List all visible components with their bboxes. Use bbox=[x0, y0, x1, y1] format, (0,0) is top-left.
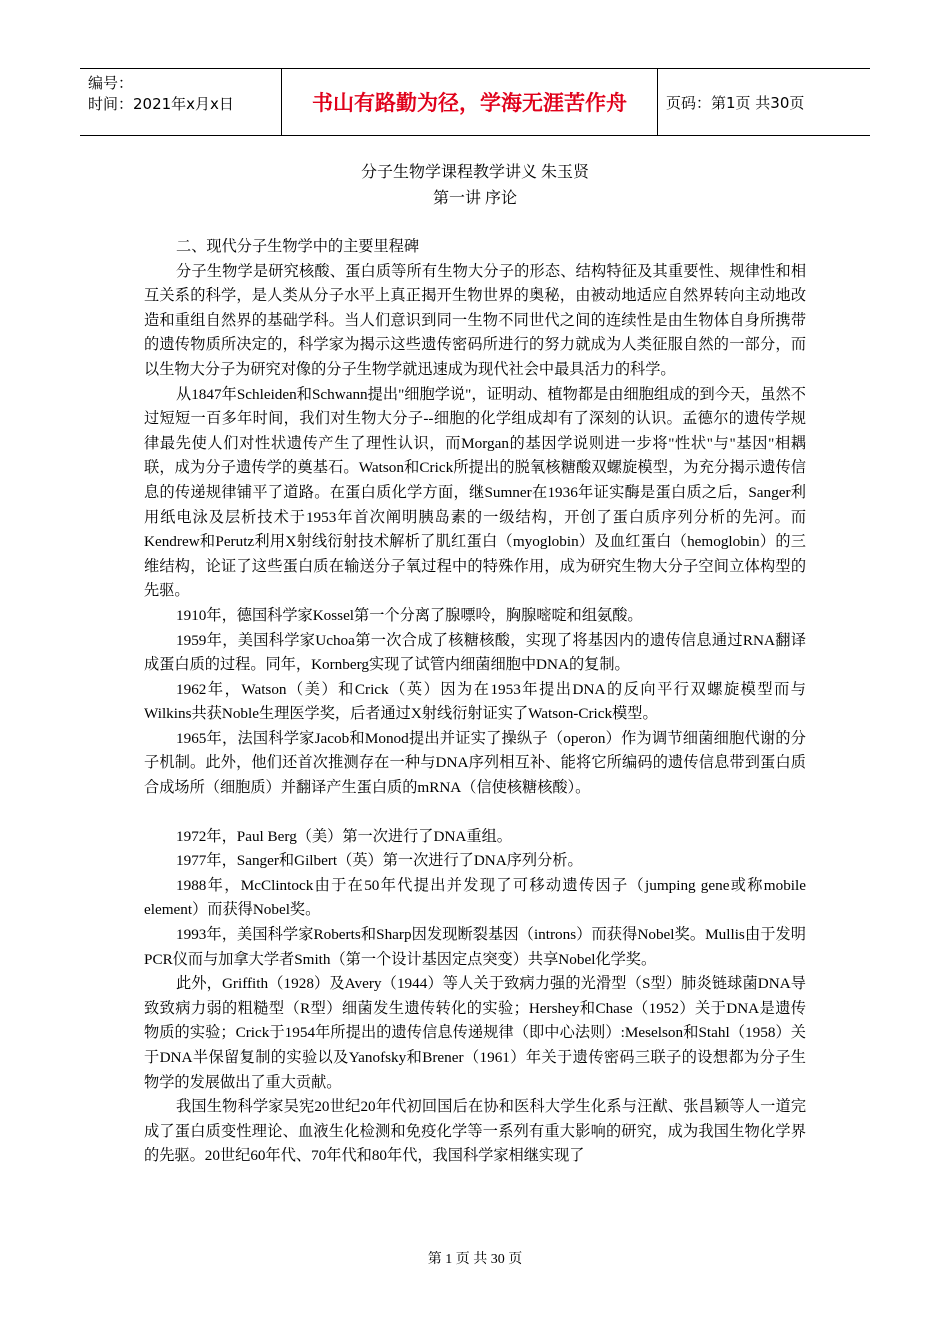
paragraph: 1965年，法国科学家Jacob和Monod提出并证实了操纵子（operon）作为调节细菌细胞代谢的分子机制。此外，他们还首次推测存在一种与DNA序列相互补、能将它所编码的遗传信息带到蛋白质合成场所（细胞质）并翻译产生蛋白质的mRNA（信使核糖核酸）。 bbox=[144, 729, 806, 797]
paragraph: 1910年，德国科学家Kossel第一个分离了腺嘌呤，胸腺嘧啶和组氨酸。 bbox=[176, 606, 643, 624]
paragraph: 1993年，美国科学家Roberts和Sharp因发现断裂基因（introns）而获得Nobel奖。Mullis由于发明PCR仪而与加拿大学者Smith（第一个设计基因定点突变）共享Nobel化学奖。 bbox=[144, 926, 806, 968]
lecture-title: 第一讲 序论 bbox=[432, 190, 517, 207]
number-label: 编号： bbox=[88, 74, 134, 92]
paragraph: 1977年，Sanger和Gilbert（英）第一次进行了DNA序列分析。 bbox=[176, 852, 583, 870]
paragraph: 从1847年Schleiden和Schwann提出"细胞学说"，证明动、植物都是由细胞组成的到今天，虽然不过短短一百多年时间，我们对生物大分子--细胞的化学组成却有了深刻的认识。孟德尔的遗传学规律最先使人们对性状遗传产生了理性认识，而Morgan的基因学说则进一步将"性状"与"基因"相耦联，成为分子遗传学的奠基石。Watson和Crick所提出的脱氧核糖酸双螺旋模型，为充分揭示遗传信息的传递规律铺平了道路。在蛋白质化学方面，继Sumner在1936年证实酶是蛋白质之后，Sanger利用纸电泳及层析技术于1953年首次阐明胰岛素的一级结构，开创了蛋白质序列分析的先河。而Kendrew和Perutz利用X射线衍射技术解析了肌红蛋白（myoglobin）及血红蛋白（hemoglobin）的三维结构，论证了这些蛋白质在输送分子氧过程中的特殊作用，成为研究生物大分子空间立体构型的先驱。 bbox=[144, 385, 806, 600]
time-label: 时间：2021年x月x日 bbox=[88, 95, 234, 113]
header-meta bbox=[80, 69, 282, 135]
paragraph: 1962年，Watson（美）和Crick（英）因为在1953年提出DNA的反向平行双螺旋模型而与Wilkins共获Noble生理医学奖，后者通过X射线衍射证实了Watson-Crick模型。 bbox=[144, 680, 806, 723]
paragraph: 分子生物学是研究核酸、蛋白质等所有生物大分子的形态、结构特征及其重要性、规律性和相互关系的科学，是人类从分子水平上真正揭开生物世界的奥秘，由被动地适应自然界转向主动地改造和重组自然界的基础学科。当人们意识到同一生物不同世代之间的连续性是由生物体自身所携带的遗传物质所决定的，科学家为揭示这些遗传密码所进行的努力就成为人类征服自然的一部分，而以生物大分子为研究对像的分子生物学就迅速成为现代社会中最具活力的科学。 bbox=[144, 262, 806, 378]
document-titles bbox=[0, 160, 950, 212]
paragraph: 此外，Griffith（1928）及Avery（1944）等人关于致病力强的光滑型（S型）肺炎链球菌DNA导致致病力弱的粗糙型（R型）细菌发生遗传转化的实验；Hershey和Chase（1952）关于DNA是遗传物质的实验；Crick于1954年所提出的遗传信息传递规律（即中心法则）:Meselson和Stahl（1958）关于DNA半保留复制的实验以及Yanofsky和Brener（1961）年关于遗传密码三联子的设想都为分子生物学的发展做出了重大贡献。 bbox=[144, 975, 806, 1091]
header-motto: 书山有路勤为径，学海无涯苦作舟 bbox=[282, 69, 658, 135]
header-page-info: 页码：第1页 共30页 bbox=[666, 93, 805, 112]
page-footer: 第 1 页 共 30 页 bbox=[427, 1252, 523, 1267]
paragraph: 1988年，McClintock由于在50年代提出并发现了可移动遗传因子（jumping gene或称mobile element）而获得Nobel奖。 bbox=[144, 876, 806, 919]
paragraph: 我国生物科学家吴宪20世纪20年代初回国后在协和医科大学生化系与汪猷、张昌颖等人一道完成了蛋白质变性理论、血液生化检测和免疫化学等一系列有重大影响的研究，成为我国生物化学界的先驱。20世纪60年代、70年代和80年代，我国科学家相继实现了 bbox=[144, 1098, 806, 1165]
document-body bbox=[144, 235, 806, 1169]
paragraph: 1972年，Paul Berg（美）第一次进行了DNA重组。 bbox=[176, 827, 512, 845]
section-heading: 二、现代分子生物学中的主要里程碑 bbox=[176, 238, 419, 255]
document-title: 分子生物学课程教学讲义 朱玉贤 bbox=[360, 164, 589, 181]
paragraph: 1959年，美国科学家Uchoa第一次合成了核糖核酸，实现了将基因内的遗传信息通过RNA翻译成蛋白质的过程。同年，Kornberg实现了试管内细菌细胞中DNA的复制。 bbox=[144, 631, 806, 674]
page-header bbox=[80, 68, 870, 136]
